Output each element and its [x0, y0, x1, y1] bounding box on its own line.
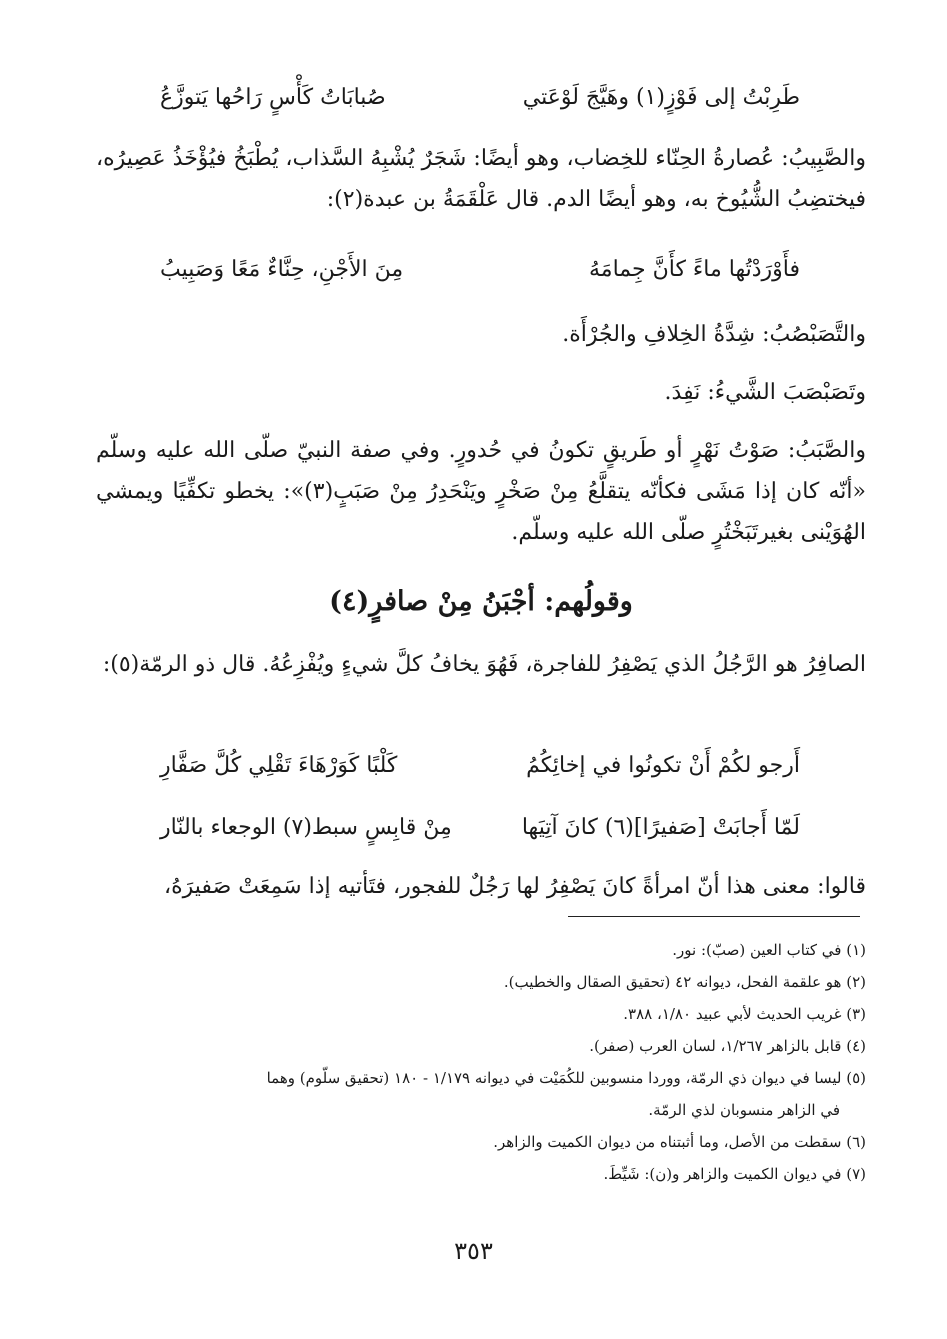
footnote: (٥) ليسا في ديوان ذي الرمّة، ووردا منسوبين للكُمَيْت في ديوانه ١/١٧٩ - ١٨٠ (تحقيق سلّوم) وهما [266, 1069, 866, 1087]
footnote: (٣) غريب الحديث لأبي عبيد ١/٨٠، ٣٨٨. [623, 1005, 866, 1023]
paragraph: قالوا: معنى هذا أنّ امرأةً كانَ يَصْفِرُ لها رَجُلٌ للفجور، فتَأتيه إذا سَمِعَتْ صَفيرَهُ، [164, 874, 866, 899]
verse-line [160, 250, 800, 290]
verse-first-hemistich: فأَوْرَدْتُها ماءً كأَنَّ جِمامَهُ [589, 257, 800, 282]
footnote: (١) في كتاب العين (صبّ): نور. [672, 941, 866, 959]
section-heading: وقولُهم: أجْبَنُ مِنْ صافرٍ(٤) [329, 586, 633, 617]
footnote: (٦) سقطت من الأصل، وما أثبتناه من ديوان الكميت والزاهر. [493, 1133, 866, 1151]
page-number: ٣٥٣ [454, 1237, 493, 1265]
verse-second-hemistich: كَلْبًا كَوَرْهَاءَ تَقْلِي كُلَّ صَفَّارِ [160, 753, 398, 778]
verse-first-hemistich: أَرجو لكُمْ أَنْ تكونُوا في إخائِكُمُ [526, 753, 800, 778]
verse-line [160, 78, 800, 118]
paragraph: الصافِرُ هو الرَّجُلُ الذي يَصْفِرُ للفاجرة، فَهُوَ يخافُ كلَّ شيءٍ ويُفْزِعُهُ. قال ذو الرمّة(٥): [102, 652, 866, 677]
paragraph: وتَصَبْصَبَ الشَّيءُ: نَفِدَ. [664, 380, 866, 405]
verse-second-hemistich: صُبابَاتُ كَأْسٍ رَاحُها يَتوزَّعُ [160, 85, 386, 110]
paragraph: والصَّبِيبُ: عُصارةُ الحِنّاء للخِضاب، وهو أيضًا: شَجَرٌ يُشْبِهُ السَّذاب، يُطْبَخُ فيُؤْخَذُ عَصِيرُه، فيختضِبُ الشُّيُوخ به، وهو أيضًا الدم. قال عَلْقَمَةُ بن عبدة(٢): [96, 146, 866, 212]
paragraph: والتَّصَبْصُبُ: شِدَّةُ الخِلافِ والجُرْأَة. [562, 322, 866, 347]
verse-second-hemistich: مِنْ قابِسٍ سبط(٧) الوجعاء بالنّار [160, 815, 452, 840]
footnote: (٧) في ديوان الكميت والزاهر و(ن): شَيِّطَ. [603, 1165, 866, 1183]
footnote: (٤) قابل بالزاهر ١/٢٦٧، لسان العرب (صفر). [589, 1037, 866, 1055]
verse-line [160, 746, 800, 786]
verse-line [160, 808, 800, 848]
footnote-continuation: في الزاهر منسوبان لذي الرمّة. [648, 1101, 840, 1119]
verse-first-hemistich: طَرِبْتُ إلى فَوْزٍ(١) وهَيَّجَ لَوْعَتي [522, 85, 800, 110]
footnote: (٢) هو علقمة الفحل، ديوانه ٤٢ (تحقيق الصقال والخطيب). [503, 973, 866, 991]
verse-first-hemistich: لَمّا أَجابَتْ [صَفيرًا](٦) كانَ آتِيَها [521, 815, 800, 840]
footnotes-list [130, 934, 866, 1190]
verse-second-hemistich: مِنَ الأَجْنِ، حِنَّاءٌ مَعًا وَصَبِيبُ [160, 257, 404, 282]
footnote-separator [568, 916, 860, 917]
paragraph: والصَّبَبُ: صَوْتُ نَهْرٍ أو طَريقٍ تكونُ في حُدورٍ. وفي صفة النبيّ صلّى الله عليه وسلّم «أنّه كان إذا مَشَى فكأنّه يتقلَّعُ مِنْ صَخْرٍ ويَنْحَدِرُ مِنْ صَبَبٍ(٣)»: يخطو تكفِّيًا ويمشي الهُوَيْنى بغيرتَبَخْتُرٍ صلّى الله عليه وسلّم. [96, 438, 867, 545]
